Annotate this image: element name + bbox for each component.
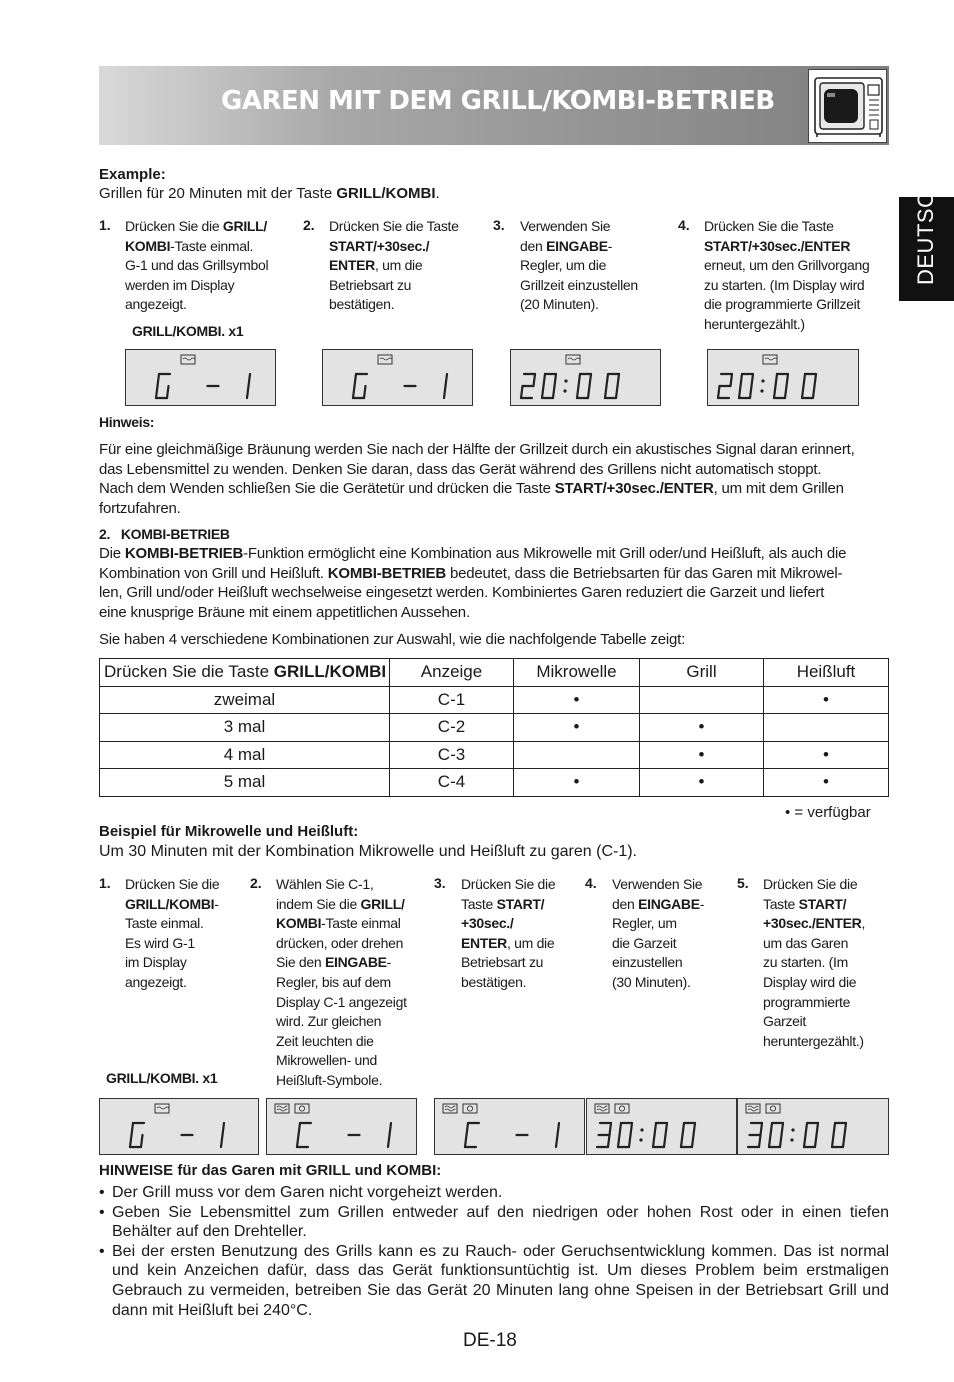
text-line: bestätigen.: [461, 973, 527, 990]
microwave-symbol-icon: [275, 1104, 289, 1113]
lcd-segment: [845, 1123, 847, 1135]
kombi-description: [99, 544, 889, 622]
lcd-segment: [785, 386, 787, 398]
lcd-segment: [631, 1123, 633, 1135]
lcd-segment: [158, 374, 160, 386]
lcd-segment: [588, 386, 590, 398]
lcd-colon-dot: [564, 379, 567, 382]
lcd-segment: [664, 1135, 666, 1147]
lcd-colon-dot: [639, 1138, 642, 1141]
text-line: zu starten. (Im: [763, 954, 848, 971]
text-line: len, Grill und/oder Heißluft wechselweise eingesetzt werden. Kombiniertes Garen reduziert die Garzeit und liefert: [99, 584, 825, 602]
text-line: ENTER, um die: [461, 934, 555, 951]
table-header-cell: Drücken Sie die Taste GRILL/KOMBI: [100, 659, 390, 687]
text-line: Verwenden Sie: [520, 218, 611, 234]
lcd-segment: [390, 1123, 392, 1135]
text-line: das Lebensmittel zu wenden. Denken Sie daran, dass das Gerät während des Grillens nicht automatisch stoppt.: [99, 460, 822, 478]
example2-intro: Um 30 Minuten mit der Kombination Mikrowelle und Heißluft zu garen (C-1).: [99, 843, 637, 860]
lcd-segment: [364, 386, 366, 398]
text-line: Regler, bis auf dem: [276, 973, 391, 990]
grill-symbol-icon: [763, 355, 777, 364]
text-line: Die KOMBI-BETRIEB-Funktion ermöglicht eine Kombination aus Mikrowelle mit Grill oder/und Heißluft, als auch die: [99, 545, 847, 562]
text-line: Grillzeit einzustellen: [520, 276, 638, 293]
lcd-segment: [787, 374, 789, 386]
table-row: [100, 741, 889, 769]
table-cell: C-3: [390, 741, 514, 769]
lcd-segment: [620, 1123, 622, 1135]
table-cell: 4 mal: [100, 741, 390, 769]
text-line: den EINGABE-: [520, 237, 613, 254]
page-title: GAREN MIT DEM GRILL/KOMBI-BETRIEB: [221, 86, 775, 116]
text-line: Mikrowellen- und: [276, 1052, 378, 1069]
lcd-segment: [388, 1135, 390, 1147]
microwave-symbol-icon: [595, 1104, 609, 1113]
lcd-segment: [353, 386, 355, 398]
text-line: GRILL/KOMBI-: [125, 895, 219, 912]
lcd-segment: [780, 1135, 782, 1147]
text-line: Drücken Sie die: [461, 876, 556, 892]
text-line: Regler, um: [612, 915, 677, 932]
lcd-segment: [249, 374, 251, 386]
step-text: [461, 875, 555, 993]
step-text: [704, 217, 869, 335]
table-cell: [514, 741, 640, 769]
step-number: 3.: [493, 217, 505, 233]
step-text: [125, 875, 219, 993]
table-header-cell: Anzeige: [390, 659, 514, 687]
table-cell: •: [764, 741, 889, 769]
hot-air-symbol-icon: [766, 1104, 780, 1113]
kombi-heading: 2. KOMBI-BETRIEB: [99, 526, 230, 542]
lcd-display-g1: [322, 349, 473, 406]
lcd-display-c1: [434, 1098, 585, 1155]
lcd-segment: [759, 1135, 761, 1147]
table-cell: 3 mal: [100, 714, 390, 742]
text-line: angezeigt.: [125, 973, 187, 990]
lcd-segment: [774, 386, 776, 398]
grill-symbol-icon: [566, 355, 580, 364]
text-line: im Display: [125, 954, 187, 971]
table-header-cell: Mikrowelle: [514, 659, 640, 687]
lcd-segment: [653, 1135, 655, 1147]
table-header-row: [100, 659, 889, 687]
table-cell: •: [764, 769, 889, 797]
lcd-segment: [605, 386, 607, 398]
example-intro: Grillen für 20 Minuten mit der Taste GRILL/KOMBI.: [99, 185, 440, 202]
lcd-segment: [556, 1135, 558, 1147]
table-cell: •: [514, 686, 640, 714]
text-line: heruntergezählt.): [763, 1032, 864, 1049]
text-line: bestätigen.: [329, 296, 395, 313]
table-row: [100, 714, 889, 742]
table-cell: zweimal: [100, 686, 390, 714]
step-number: 4.: [678, 217, 690, 233]
lcd-segment: [167, 386, 169, 398]
table-header-cell: Grill: [640, 659, 764, 687]
lcd-colon-dot: [790, 1138, 793, 1141]
text-line: eine knusprige Bräune mit einem appetitlichen Aussehen.: [99, 603, 470, 621]
lcd-colon-dot: [760, 389, 763, 392]
text-line: erneut, um den Grillvorgang: [704, 257, 870, 274]
step-number: 3.: [434, 875, 446, 891]
lcd-segment: [542, 386, 544, 398]
lcd-segment: [465, 1135, 467, 1147]
text-line: Für eine gleichmäßige Bräunung werden Sie nach der Hälfte der Grillzeit durch ein akustisches Signal daran erinnert,: [99, 441, 855, 458]
step-text: [329, 217, 459, 315]
text-line: drücken, oder drehen: [276, 934, 404, 951]
table-cell: C-2: [390, 714, 514, 742]
text-line: Sie den EINGABE-: [276, 954, 392, 971]
text-line: Regler, um die: [520, 257, 607, 274]
text-line: fortzufahren.: [99, 499, 181, 517]
lcd-segment: [579, 374, 581, 386]
page-header-banner: [99, 66, 889, 145]
step-number: 5.: [737, 875, 749, 891]
step-text: [125, 217, 268, 315]
text-line: Drücken Sie die Taste: [329, 218, 459, 234]
text-line: Drücken Sie die GRILL/: [125, 218, 268, 234]
lcd-segment: [718, 386, 720, 398]
step-number: 1.: [99, 217, 111, 233]
lcd-display-3000: [586, 1098, 737, 1155]
lcd-segment: [776, 374, 778, 386]
lcd-segment: [444, 386, 446, 398]
lcd-segment: [731, 374, 733, 386]
step-text: [612, 875, 704, 993]
text-line: Heißluft-Symbole.: [276, 1071, 383, 1088]
lcd-segment: [247, 386, 249, 398]
microwave-icon: [808, 69, 887, 143]
hot-air-symbol-icon: [463, 1104, 477, 1113]
text-line: zu starten. (Im Display wird: [704, 276, 865, 293]
table-legend: • = verfügbar: [785, 804, 871, 821]
lcd-segment: [813, 386, 815, 398]
text-line: G-1 und das Grillsymbol: [125, 257, 269, 274]
text-line: +30sec./: [461, 915, 514, 932]
grill-key-label: GRILL/KOMBI. x1: [106, 1070, 218, 1086]
text-line: START/+30sec./: [329, 237, 430, 254]
lcd-segment: [769, 1135, 771, 1147]
language-tab-label: DEUTSCH: [913, 175, 938, 285]
lcd-segment: [467, 1123, 469, 1135]
lcd-segment: [834, 1123, 836, 1135]
lcd-segment: [521, 386, 523, 398]
example-heading: Example:: [99, 166, 166, 183]
lcd-segment: [618, 1135, 620, 1147]
lcd-colon-dot: [640, 1128, 643, 1131]
step-number: 2.: [303, 217, 315, 233]
table-cell: •: [640, 714, 764, 742]
text-line: wird. Zur gleichen: [276, 1013, 382, 1030]
lcd-segment: [355, 374, 357, 386]
list-item: • Geben Sie Lebensmittel zum Grillen entweder auf den niedrigen oder hohen Rost oder in einen tiefen Behälter auf den Drehteller.: [99, 1203, 889, 1242]
grill-symbol-icon: [155, 1104, 169, 1113]
text-line: werden im Display: [125, 276, 235, 293]
grill-symbol-icon: [181, 355, 195, 364]
lcd-segment: [618, 374, 620, 386]
lcd-segment: [843, 1135, 845, 1147]
step-number: 2.: [250, 875, 262, 891]
lcd-display-2000: [510, 349, 661, 406]
text-line: Betriebsart zu: [329, 276, 412, 293]
lcd-display-2000: [707, 349, 859, 406]
text-line: (20 Minuten).: [520, 296, 599, 313]
lcd-segment: [446, 374, 448, 386]
text-line: die Garzeit: [612, 934, 677, 951]
text-line: START/+30sec./ENTER: [704, 237, 851, 254]
text-line: ENTER, um die: [329, 257, 423, 274]
lcd-segment: [534, 374, 536, 386]
table-cell: [640, 686, 764, 714]
table-intro: Sie haben 4 verschiedene Kombinationen zur Auswahl, wie die nachfolgende Tabelle zeigt:: [99, 631, 686, 648]
lcd-segment: [666, 1123, 668, 1135]
lcd-segment: [555, 374, 557, 386]
lcd-segment: [130, 1135, 132, 1147]
tips-list: [99, 1183, 889, 1320]
lcd-segment: [817, 1123, 819, 1135]
table-cell: •: [764, 686, 889, 714]
table-row: [100, 769, 889, 797]
text-line: um das Garen: [763, 934, 849, 951]
lcd-segment: [692, 1135, 694, 1147]
microwave-symbol-icon: [746, 1104, 760, 1113]
note-text: [99, 440, 889, 518]
lcd-segment: [782, 1123, 784, 1135]
microwave-symbol-icon: [443, 1104, 457, 1113]
text-line: Drücken Sie die: [125, 876, 220, 892]
lcd-segment: [741, 374, 743, 386]
text-line: Kombination von Grill und Heißluft. KOMBI-BETRIEB bedeutet, dass die Betriebsarten für das Garen mit Mikrowel-: [99, 564, 843, 582]
text-line: KOMBI-Taste einmal: [276, 915, 401, 932]
text-line: Wählen Sie C-1,: [276, 876, 374, 892]
lcd-segment: [221, 1135, 223, 1147]
lcd-segment: [607, 374, 609, 386]
text-line: Garzeit: [763, 1013, 807, 1030]
text-line: den EINGABE-: [612, 895, 705, 912]
lcd-display-c1: [266, 1098, 417, 1155]
lcd-segment: [752, 374, 754, 386]
list-item: • Bei der ersten Benutzung des Grills kann es zu Rauch- oder Geruchsentwicklung kommen. Das ist normal und kein Anzeichen dafür, dass das Gerät funktionsuntüchtig ist. Um dieses Problem beim erstmaligen Gebrauch zu vermeiden, betreiben Sie das Gerät 20 Minuten lang ohne Speisen in der Betriebsart Grill und dann mit Heißluft bei 240°C.: [99, 1242, 889, 1320]
lcd-segment: [681, 1135, 683, 1147]
lcd-segment: [299, 1123, 301, 1135]
combination-table: [99, 658, 889, 797]
table-cell: •: [640, 769, 764, 797]
lcd-segment: [132, 1123, 134, 1135]
text-line: Es wird G-1: [125, 934, 195, 951]
lcd-segment: [608, 1135, 610, 1147]
lcd-segment: [558, 1123, 560, 1135]
step-text: [763, 875, 865, 1051]
text-line: Drücken Sie die Taste: [704, 218, 834, 234]
lcd-segment: [694, 1123, 696, 1135]
lcd-segment: [804, 374, 806, 386]
table-cell: •: [640, 741, 764, 769]
lcd-segment: [577, 386, 579, 398]
text-line: (30 Minuten).: [612, 973, 691, 990]
text-line: programmierte: [763, 993, 851, 1010]
table-row: [100, 686, 889, 714]
lcd-colon-dot: [563, 389, 566, 392]
table-cell: C-1: [390, 686, 514, 714]
lcd-segment: [544, 374, 546, 386]
list-item: • Der Grill muss vor dem Garen nicht vorgeheizt werden.: [99, 1183, 889, 1203]
text-line: Taste START/: [461, 895, 545, 912]
step-text: [520, 217, 638, 315]
table-cell: 5 mal: [100, 769, 390, 797]
text-line: Taste einmal.: [125, 915, 204, 932]
hot-air-symbol-icon: [615, 1104, 629, 1113]
text-line: Verwenden Sie: [612, 876, 703, 892]
lcd-segment: [815, 374, 817, 386]
lcd-segment: [771, 1123, 773, 1135]
table-header-cell: Heißluft: [764, 659, 889, 687]
text-line: Nach dem Wenden schließen Sie die Gerätetür und drücken die Taste START/+30sec./ENTER, um mit dem Grillen: [99, 480, 844, 498]
table-cell: C-4: [390, 769, 514, 797]
lcd-display-g1: [99, 1098, 259, 1155]
text-line: angezeigt.: [125, 296, 187, 313]
example2-heading: Beispiel für Mikrowelle und Heißluft:: [99, 823, 359, 840]
lcd-segment: [802, 386, 804, 398]
text-line: indem Sie die GRILL/: [276, 895, 405, 912]
text-line: Display wird die: [763, 973, 857, 990]
lcd-segment: [297, 1135, 299, 1147]
text-line: heruntergezählt.): [704, 315, 805, 332]
tips-heading: HINWEISE für das Garen mit GRILL und KOMBI:: [99, 1162, 442, 1179]
lcd-segment: [761, 1123, 763, 1135]
lcd-segment: [655, 1123, 657, 1135]
table-cell: •: [514, 769, 640, 797]
lcd-segment: [739, 386, 741, 398]
lcd-segment: [832, 1135, 834, 1147]
text-line: Taste START/: [763, 895, 847, 912]
lcd-segment: [616, 386, 618, 398]
table-cell: •: [514, 714, 640, 742]
step-number: 1.: [99, 875, 111, 891]
lcd-segment: [750, 386, 752, 398]
lcd-segment: [815, 1135, 817, 1147]
lcd-display-g1: [125, 349, 276, 406]
table-cell: [764, 714, 889, 742]
lcd-segment: [683, 1123, 685, 1135]
text-line: Display C-1 angezeigt: [276, 993, 407, 1010]
step-text: [276, 875, 407, 1091]
lcd-colon-dot: [791, 1128, 794, 1131]
language-tab: [899, 175, 954, 301]
lcd-colon-dot: [761, 379, 764, 382]
lcd-segment: [806, 1123, 808, 1135]
grill-symbol-icon: [378, 355, 392, 364]
note-heading: Hinweis:: [99, 414, 155, 430]
step-number: 4.: [585, 875, 597, 891]
grill-key-label: GRILL/KOMBI. x1: [132, 323, 244, 339]
text-line: die programmierte Grillzeit: [704, 296, 861, 313]
lcd-segment: [553, 386, 555, 398]
text-line: Zeit leuchten die: [276, 1032, 374, 1049]
text-line: Betriebsart zu: [461, 954, 544, 971]
lcd-segment: [610, 1123, 612, 1135]
lcd-segment: [156, 386, 158, 398]
lcd-display-3000: [737, 1098, 889, 1155]
lcd-segment: [223, 1123, 225, 1135]
text-line: Drücken Sie die: [763, 876, 858, 892]
lcd-segment: [141, 1135, 143, 1147]
text-line: einzustellen: [612, 954, 683, 971]
lcd-segment: [629, 1135, 631, 1147]
lcd-segment: [590, 374, 592, 386]
text-line: +30sec./ENTER,: [763, 915, 866, 932]
hot-air-symbol-icon: [295, 1104, 309, 1113]
text-line: KOMBI-Taste einmal.: [125, 237, 254, 254]
page-number: DE-18: [463, 1330, 517, 1351]
lcd-segment: [804, 1135, 806, 1147]
